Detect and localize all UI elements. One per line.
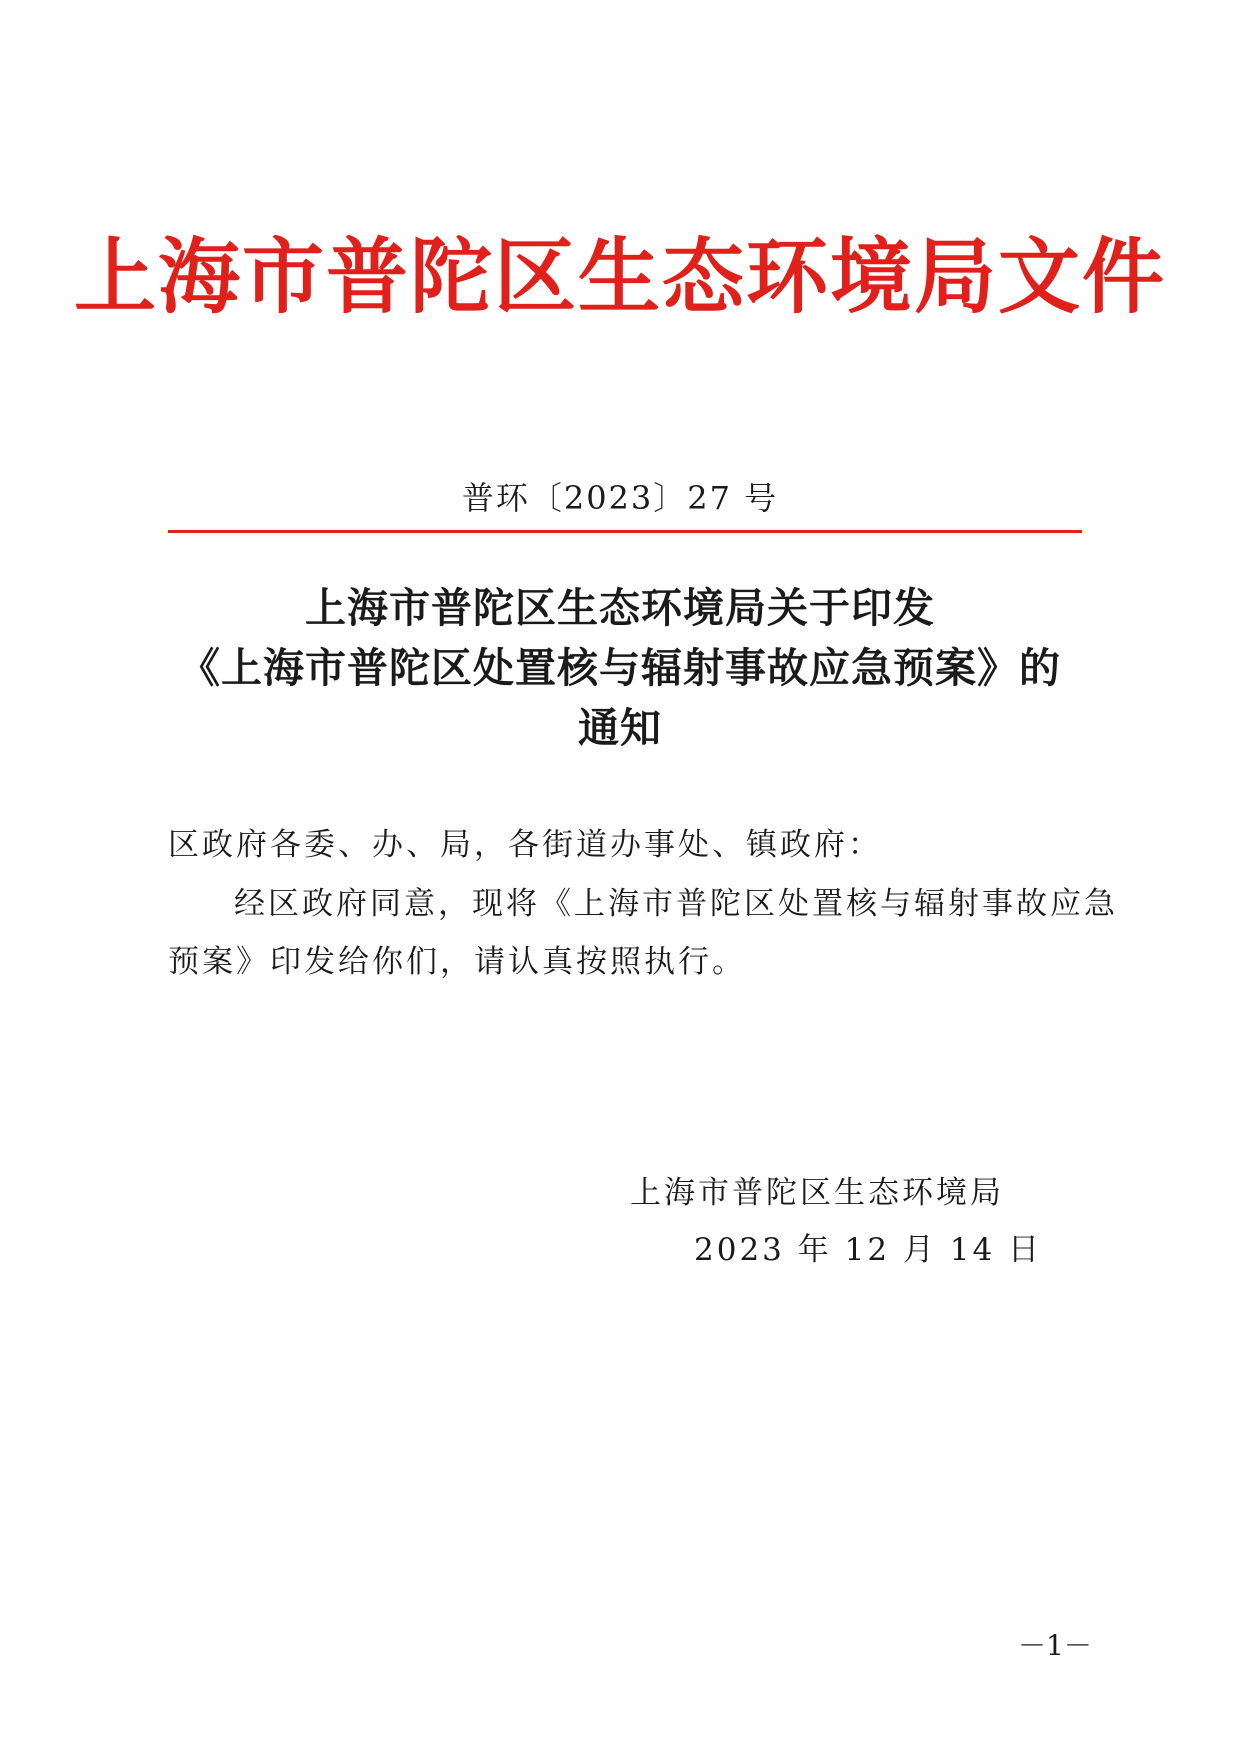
document-number: 普环〔2023〕27 号 [461, 479, 779, 517]
document-header-title: 上海市普陀区生态环境局文件 [73, 230, 1166, 325]
issue-date: 2023 年 12 月 14 日 [694, 1232, 1043, 1268]
notice-title-line-2: 《上海市普陀区处置核与辐射事故应急预案》的 [179, 644, 1061, 692]
issuer-signature: 上海市普陀区生态环境局 [630, 1175, 1004, 1211]
notice-title-line-3: 通知 [578, 704, 662, 752]
body-paragraph-line-1: 经区政府同意，现将《上海市普陀区处置核与辐射事故应急 [234, 886, 1118, 922]
body-paragraph-line-2: 预案》印发给你们，请认真按照执行。 [168, 944, 746, 980]
red-divider-line [168, 530, 1082, 533]
notice-title-line-1: 上海市普陀区生态环境局关于印发 [305, 584, 935, 632]
salutation: 区政府各委、办、局，各街道办事处、镇政府： [168, 827, 882, 863]
notice-title [150, 578, 1090, 758]
page-number: －1－ [1018, 1629, 1092, 1662]
